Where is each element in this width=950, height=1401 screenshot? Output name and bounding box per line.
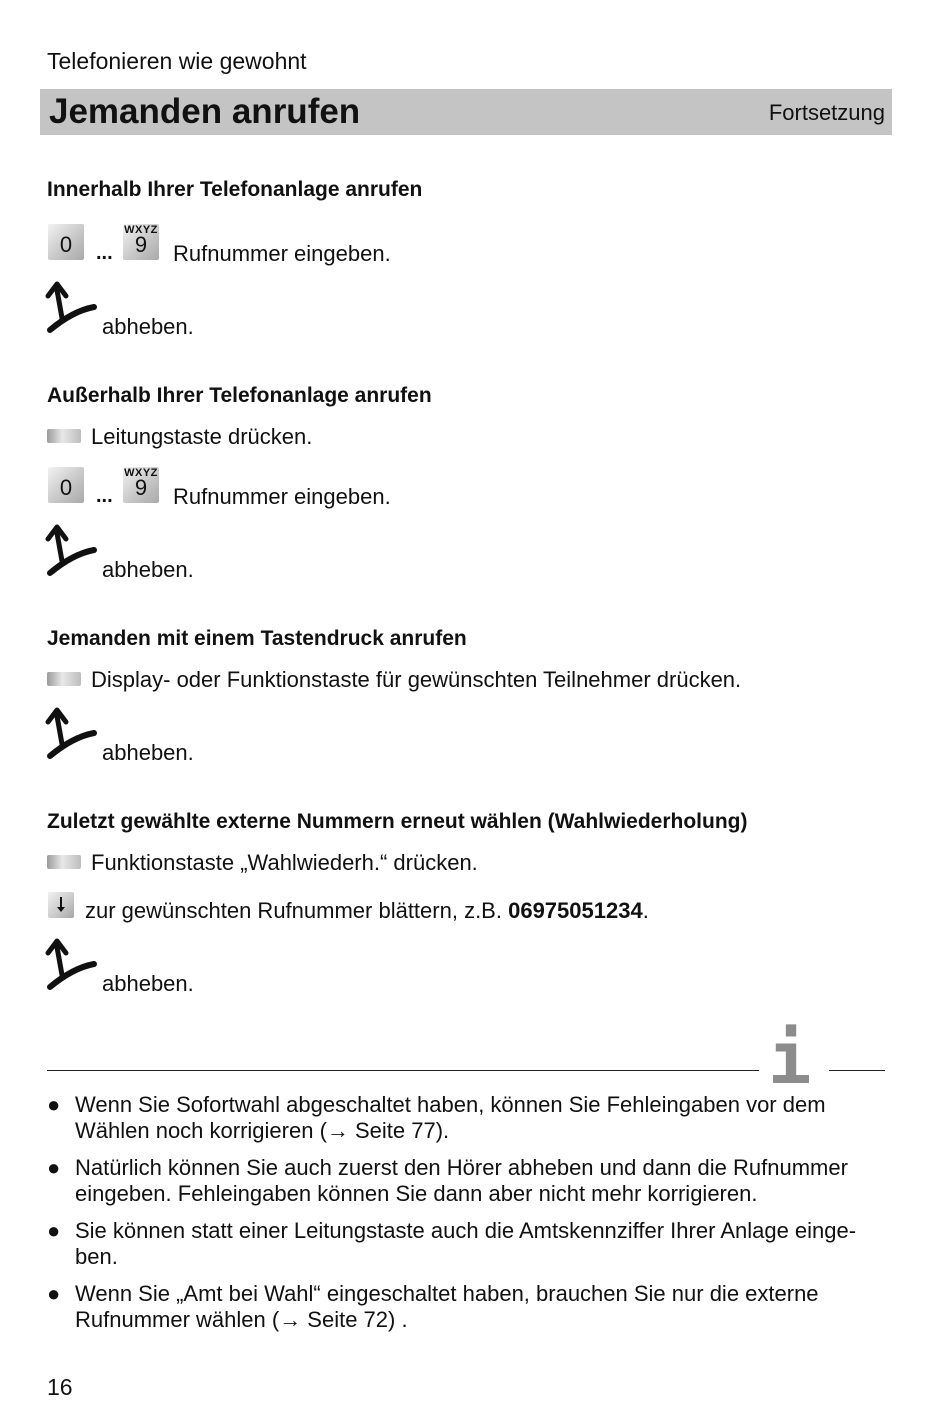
key-0-digit: 0 (59, 232, 73, 257)
bullet-dot: ● (47, 1281, 61, 1306)
info-divider-right (829, 1070, 885, 1071)
step-scroll-number (85, 898, 649, 924)
chapter-title: Telefonieren wie gewohnt (47, 48, 307, 74)
title-bar (40, 89, 892, 135)
example-number: 06975051234 (508, 898, 643, 923)
line-key-icon (47, 429, 81, 443)
redial-key-icon (47, 855, 81, 869)
handset-lift-icon (44, 280, 98, 334)
info-icon: i (768, 1016, 812, 1100)
handset-lift-icon (44, 937, 98, 991)
ellipsis: ... (96, 485, 113, 507)
arrow-down-icon (48, 892, 74, 918)
section-heading-internal: Innerhalb Ihrer Telefonanlage anrufen (47, 178, 423, 201)
step-press-redial: Funktionstaste „Wahlwiederh.“ drücken. (91, 850, 478, 875)
bullet-dot: ● (47, 1155, 61, 1180)
step-enter-number: Rufnummer eingeben. (173, 484, 391, 509)
key-9-digit: 9 (134, 232, 148, 257)
step-enter-number: Rufnummer eingeben. (173, 241, 391, 266)
key-0 (48, 467, 84, 503)
step-press-function-key: Display- oder Funktionstaste für gewünschten Teilnehmer drücken. (91, 667, 742, 692)
info-bullet-1: Wenn Sie Sofortwahl abgeschaltet haben, können Sie Fehleingaben vor dem Wählen noch korrigieren (→ Seite 77). (75, 1092, 826, 1143)
section-heading-one-touch: Jemanden mit einem Tastendruck anrufen (47, 627, 467, 650)
step-lift-handset: abheben. (102, 971, 194, 996)
page-number: 16 (47, 1374, 73, 1400)
scroll-down-key (48, 892, 74, 918)
section-heading-external: Außerhalb Ihrer Telefonanlage anrufen (47, 384, 432, 407)
key-0-digit: 0 (59, 475, 73, 500)
handset-lift-icon (44, 523, 98, 577)
key-9 (123, 224, 159, 260)
key-9-letters: WXYZ (124, 467, 158, 479)
example-suffix: . (642, 898, 649, 923)
step-press-line-key: Leitungstaste drücken. (91, 424, 313, 449)
info-bullet-2: Natürlich können Sie auch zuerst den Hörer abheben und dann die Rufnummer eingeben. Fehleingaben können Sie dann aber nicht mehr korrigieren. (75, 1155, 848, 1206)
step-lift-handset: abheben. (102, 314, 194, 339)
step-lift-handset: abheben. (102, 740, 194, 765)
continuation-label: Fortsetzung (768, 100, 885, 125)
key-9-digit: 9 (134, 475, 148, 500)
info-divider-left (47, 1070, 759, 1071)
key-0 (48, 224, 84, 260)
bullet-dot: ● (47, 1092, 61, 1117)
info-bullet-3: Sie können statt einer Leitungstaste auch die Amtskennziffer Ihrer Anlage einge-ben. (75, 1218, 857, 1269)
section-heading-redial: Zuletzt gewählte externe Nummern erneut wählen (Wahlwiederholung) (47, 810, 748, 833)
step-scroll-text: zur gewünschten Rufnummer blättern, z.B. (85, 898, 509, 923)
key-9 (123, 467, 159, 503)
info-bullet-4: Wenn Sie „Amt bei Wahl“ eingeschaltet haben, brauchen Sie nur die externe Rufnummer wählen (→ Seite 72) . (75, 1281, 819, 1332)
ellipsis: ... (96, 242, 113, 264)
handset-lift-icon (44, 706, 98, 760)
page-title: Jemanden anrufen (49, 92, 361, 131)
step-lift-handset: abheben. (102, 557, 194, 582)
bullet-dot: ● (47, 1218, 61, 1243)
key-9-letters: WXYZ (124, 224, 158, 236)
function-key-icon (47, 672, 81, 686)
